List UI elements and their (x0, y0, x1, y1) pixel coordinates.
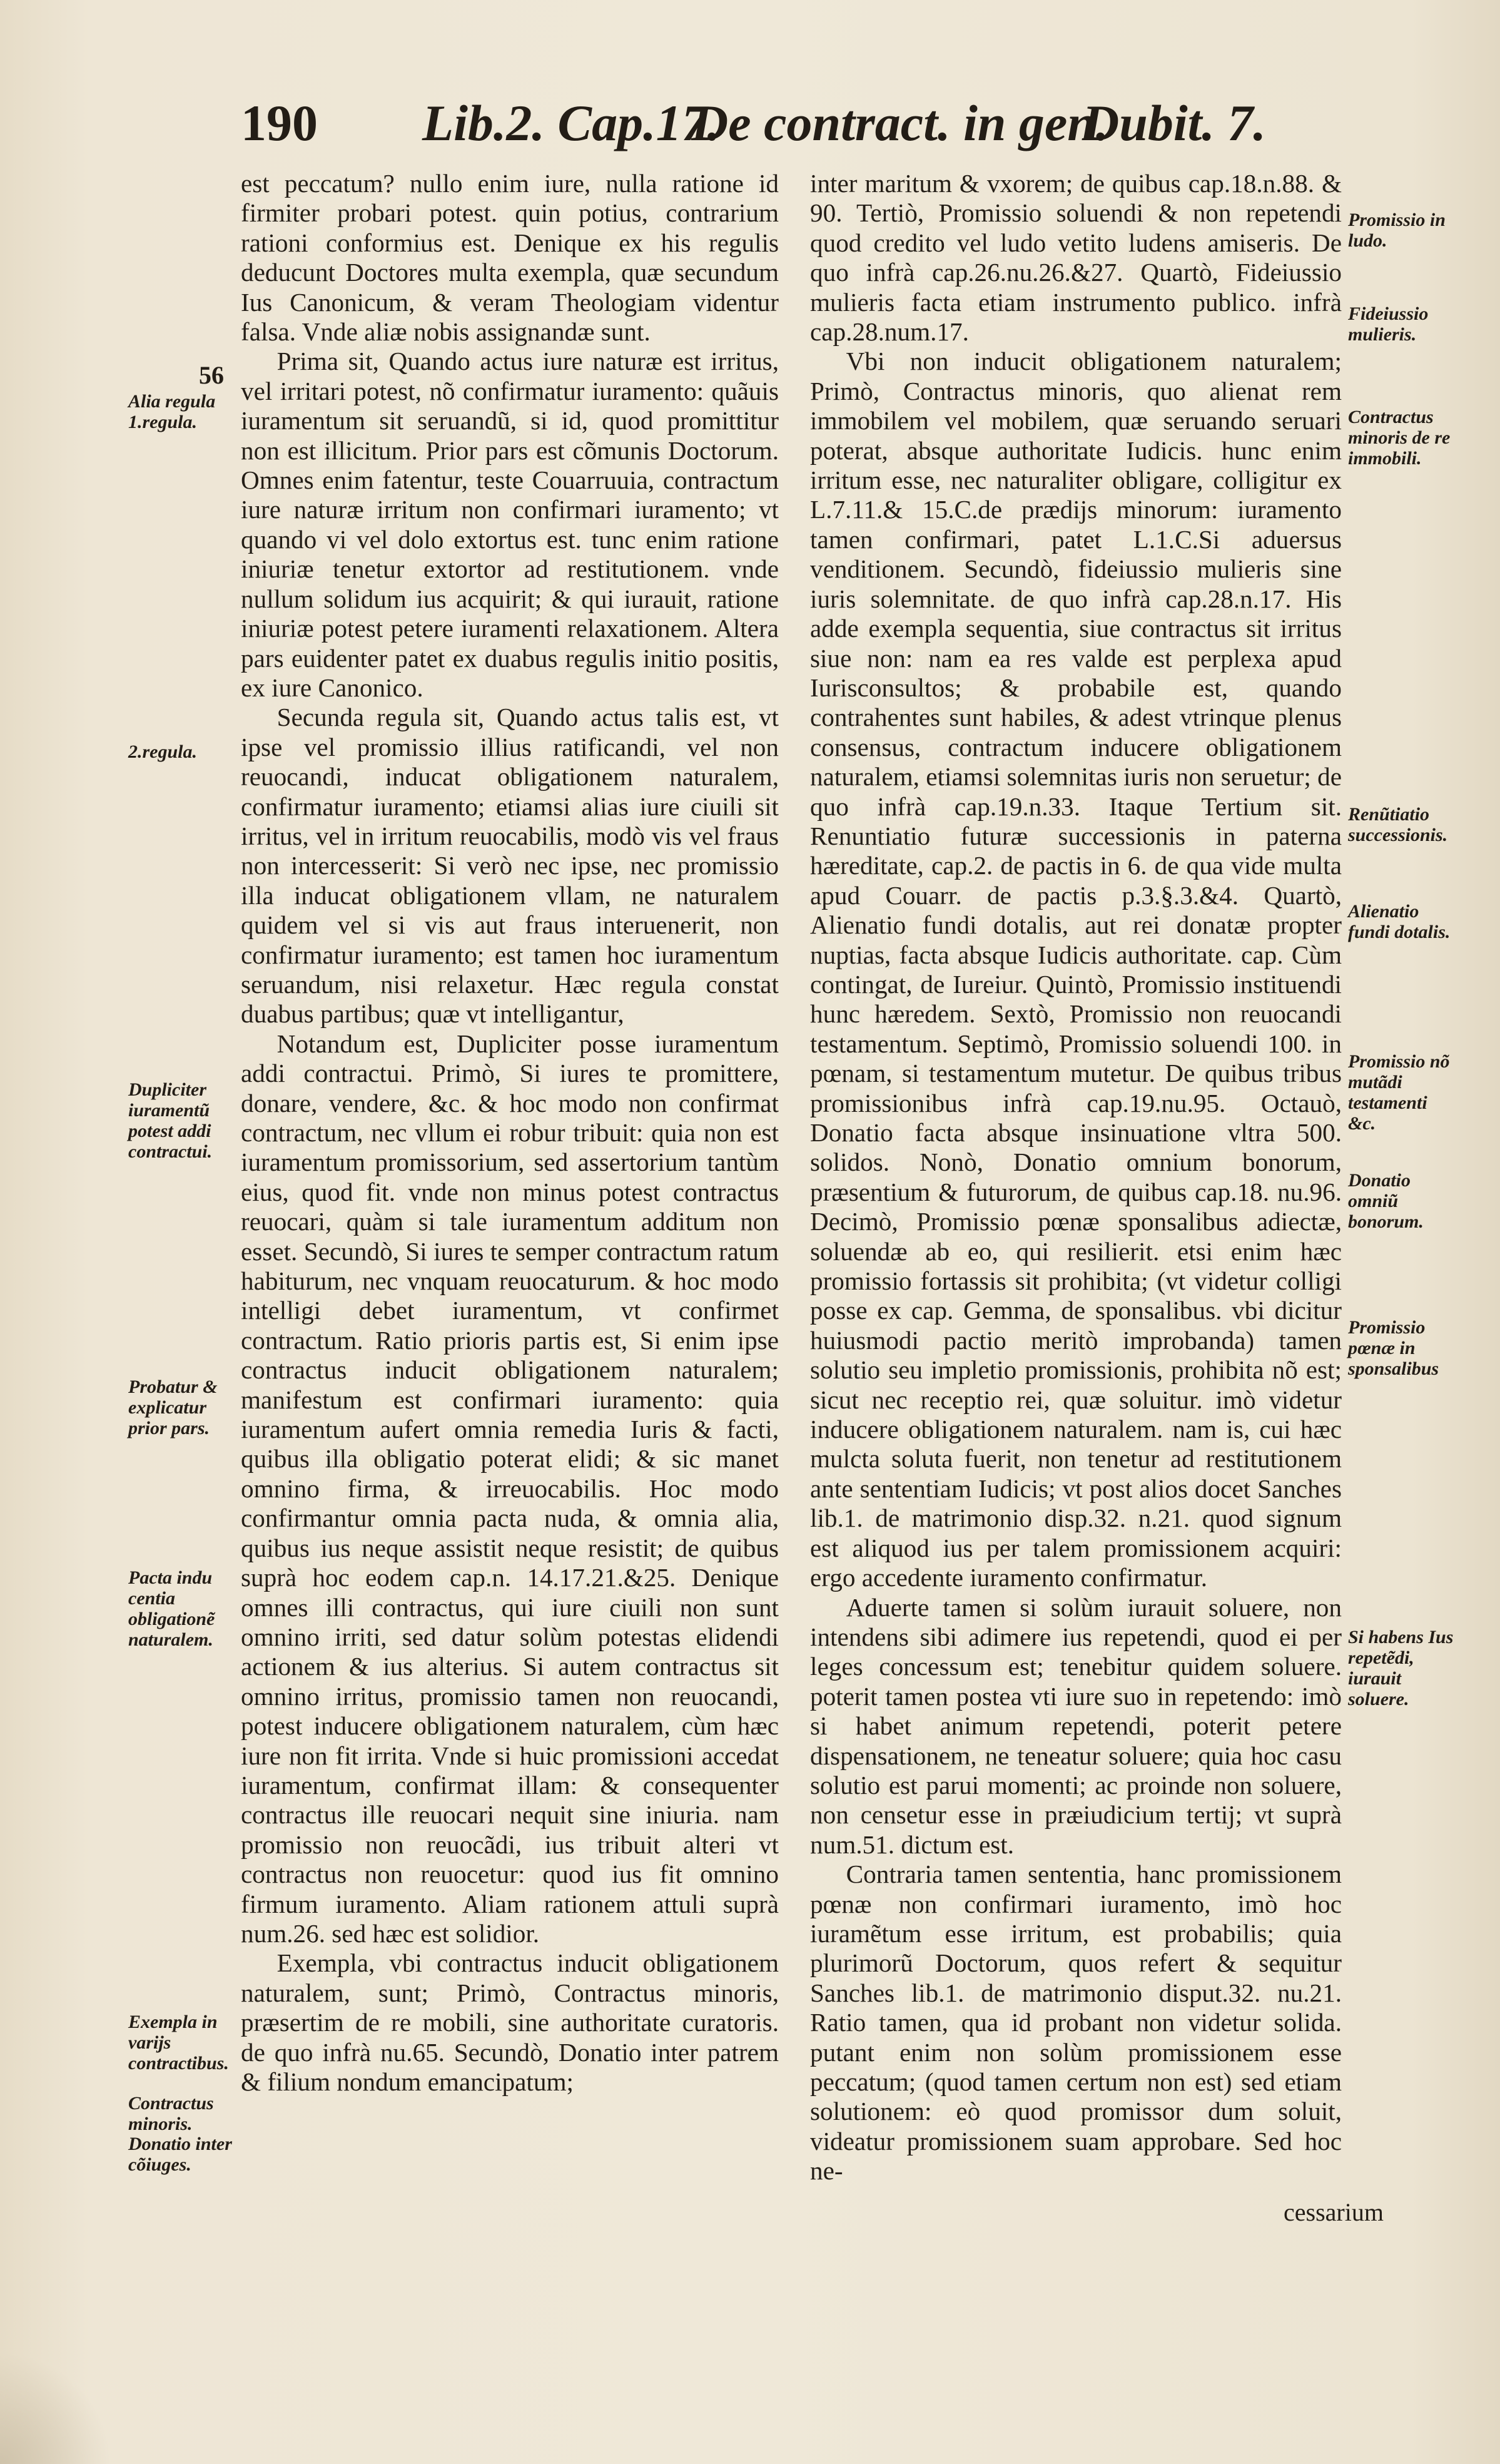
section-number: 56 (199, 361, 224, 389)
header-title: De contract. in gen. (691, 94, 1109, 151)
margin-note: Donatio omniũ bonorum. (1348, 1170, 1424, 1232)
paragraph: Vbi non inducit obligationem naturalem; Primò, Contractus minoris, quo alienat rem immobilem vel mobilem, quæ seruando seruari poterat, absque authoritate Iudicis. hunc enim irritum esse, nec naturaliter obligare, colligitur ex L.7.11.& 15.C.de prædijs minorum: iuramento tamen confirmari, patet L.1.C.Si aduersus venditionem. Secundò, fideiussio mulieris sine iuris solemnitate. de quo infrà cap.28.n.17. His adde exempla sequentia, siue contractus sit irritus siue non: nam ea res valde est perplexa apud Iurisconsultos; & probabile est, quando contrahentes sunt habiles, & adest vtrinque plenus consensus, contractum inducere obligationem naturalem, etiamsi solemnitas iuris non seruetur; de quo infrà cap.19.n.33. Itaque Tertium sit. Renuntiatio futuræ successionis in paterna hæreditate, cap.2. de pactis in 6. de qua vide multa apud Couarr. de pactis p.3.§.3.&4. Quartò, Alienatio fundi dotalis, aut rei donatæ propter nuptias, facta absque Iudicis authoritate. cap. Cùm contingat, de Iureiur. Quintò, Promissio instituendi hunc hæredem. Sextò, Promissio non reuocandi testamentum. Septimò, Promissio soluendi 100. in pœnam, si testamentum mutetur. De quibus tribus promissionibus infrà cap.19.nu.95. Octauò, Donatio facta absque insinuatione vltra 500. solidos. Nonò, Donatio omnium bonorum, præsentium & futurorum, de quibus cap.18. nu.96. Decimò, Promissio pœnæ sponsalibus adiectæ, soluendæ ab eo, qui resilierit. etsi enim hæc promissio fortassis sit prohibita; (vt videtur colligi posse ex cap. Gemma, de sponsalibus. vbi dicitur huiusmodi pactio meritò improbanda) tamen solutio seu impletio promissionis, prohibita nõ est; sicut nec receptio rei, quæ soluitur. imò videtur inducere obligationem naturalem. nam is, cui hæc mulcta soluta fuerit, non tenetur ad restitutionem ante sententiam Iudicis; vt post alios docet Sanches lib.1. de matrimonio disp.32. n.21. quod signum est aliquod ius per talem promissionem acquiri: ergo accedente iuramento confirmatur. (810, 347, 1342, 1592)
paragraph: est peccatum? nullo enim iure, nulla ratione id firmiter probari potest. quin potius, contrarium rationi conformius est. Denique ex his regulis deducunt Doctores multa exempla, quæ secundum Ius Canonicum, & veram Theologiam videntur falsa. Vnde aliæ nobis assignandæ sunt. (241, 169, 779, 347)
left-text-column (241, 169, 779, 2097)
margin-note: Fideiussio mulieris. (1348, 303, 1429, 345)
paragraph: Secunda regula sit, Quando actus talis est, vt ipse vel promissio illius ratificandi, vel non reuocandi, inducat obligationem naturalem, confirmatur iuramento; etiamsi alias iure ciuili sit irritus, vel in irritum reuocabilis, modò vis vel fraus non intercesserit: Si verò nec ipse, nec promissio illa inducat obligationem vllam, ne naturalem quidem vel si vis aut fraus interuenerit, non confirmatur iuramento; est tamen hoc iuramentum seruandum, nisi relaxetur. Hæc regula constat duabus partibus; quæ vt intelligantur, (241, 703, 779, 1029)
margin-note: Promissio in ludo. (1348, 210, 1446, 251)
catchword: cessarium (1284, 2198, 1384, 2226)
margin-note: Pacta indu centia obligationẽ naturalem. (128, 1567, 215, 1650)
paragraph: inter maritum & vxorem; de quibus cap.18.n.88. & 90. Tertiò, Promissio soluendi & non repetendi quod credito vel ludo vetito ludens amiseris. De quo infrà cap.26.nu.26.&27. Quartò, Fideiussio mulieris facta etiam instrumento publico. infrà cap.28.num.17. (810, 169, 1342, 347)
margin-note: Alia regula 1.regula. (128, 391, 216, 432)
margin-note: Contractus minoris de re immobili. (1348, 407, 1451, 469)
margin-note: Dupliciter iuramentũ potest addi contractui. (128, 1079, 213, 1162)
margin-note: Alienatio fundi dotalis. (1348, 901, 1451, 942)
paragraph: Contraria tamen sententia, hanc promissionem pœnæ non confirmari iuramento, imò hoc iuramẽtum esse irritum, est probabilis; quia plurimorũ Doctorum, quos refert & sequitur Sanches lib.1. de matrimonio disput.32. nu.21. Ratio tamen, qua id probant non videtur solida. putant enim non solùm promissionem esse peccatum; (quod tamen certum non est) sed etiam solutionem: eò quod promissor dum soluit, videatur promissionem suam approbare. Sed hoc ne- (810, 1860, 1342, 2186)
margin-note: Promissio pœnæ in sponsalibus (1348, 1317, 1439, 1379)
margin-note: Contractus minoris. (128, 2093, 214, 2134)
running-header (241, 94, 1267, 163)
header-dubit: Dubit. 7. (1082, 94, 1266, 151)
margin-note: Probatur & explicatur prior pars. (128, 1377, 218, 1438)
paragraph: Prima sit, Quando actus iure naturæ est irritus, vel irritari potest, nõ confirmatur iuramento: quãuis iuramentum sit seruandũ, si id, quod promittitur non est illicitum. Prior pars est cõmunis Doctorum. Omnes enim fatentur, teste Couarruuia, contractum iure naturæ irritum non confirmari iuramento; vt quando vi vel dolo extortus est. tunc enim ratione iniuriæ tenetur extortor ad restitutionem. vnde nullum solidum ius acquirit; & qui iurauit, ratione iniuriæ potest petere iuramenti relaxationem. Altera pars euidenter patet ex duabus regulis initio positis, ex iure Canonico. (241, 347, 779, 702)
margin-note: Exempla in varijs contractibus. (128, 2012, 229, 2074)
paragraph: Exempla, vbi contractus inducit obligationem naturalem, sunt; Primò, Contractus minoris, præsertim de re mobili, sine authoritate curatoris. de quo infrà nu.65. Secundò, Donatio inter patrem & filium nondum emancipatum; (241, 1948, 779, 2096)
page-stain (0, 2353, 113, 2464)
paragraph: Aduerte tamen si solùm iurauit soluere, non intendens sibi adimere ius repetendi, quod ei per leges concessum est; tenebitur quidem soluere. poterit tamen postea vti iure suo in repetendo: imò si habet animum repetendi, poterit petere dispensationem, ne teneatur soluere; quia hoc casu solutio est parui momenti; ac proinde non soluere, non censetur esse in præiudicium tertij; vt suprà num.51. dictum est. (810, 1592, 1342, 1859)
paragraph: Notandum est, Dupliciter posse iuramentum addi contractui. Primò, Si iures te promittere, donare, vendere, &c. & hoc modo non confirmat contractum, nec vllum ei robur tribuit: quia non est iuramentum promissorium, sed assertorium tantùm eius, quod fit. vnde non minus potest contractus reuocari, quàm si tale iuramentum additum non esset. Secundò, Si iures te semper contractum ratum habiturum, nec vnquam reuocaturum. & hoc modo intelligi debet iuramentum, vt confirmet contractum. Ratio prioris partis est, Si enim ipse contractus inducit obligationem naturalem; manifestum est confirmari iuramento: quia iuramentum aufert omnia remedia Iuris & facti, quibus illa obligatio poterat elidi; & sic manet omnino firma, & irreuocabilis. Hoc modo confirmantur omnia pacta nuda, & omnia alia, quibus ius neque assistit neque resistit; de quibus suprà hoc eodem cap.n. 14.17.21.&25. Denique omnes illi contractus, qui iure ciuili non sunt omnino irriti, sed datur solùm potestas elidendi actionem & ius alterius. Si autem contractus sit omnino irritus, promissio tamen non reuocandi, potest inducere obligationem naturalem, cùm hæc iure non fit irrita. Vnde si huic promissioni accedat iuramentum, confirmat illam: & consequenter contractus ille reuocari nequit sine iniuria. nam promissio non reuocãdi, ius tribuit alteri vt contractus non reuocetur: quod ius fit omnino firmum iuramento. Aliam rationem attuli suprà num.26. sed hæc est solidior. (241, 1029, 779, 1948)
margin-note: Si habens Ius repetẽdi, iurauit soluere. (1348, 1627, 1454, 1709)
margin-note: Donatio inter cõiuges. (128, 2134, 232, 2175)
margin-note: Renũtiatio successionis. (1348, 804, 1448, 845)
page-number: 190 (241, 94, 318, 151)
margin-note: Promissio nõ mutãdi testamenti &c. (1348, 1051, 1450, 1134)
right-text-column (810, 169, 1342, 2186)
margin-note: 2.regula. (128, 741, 198, 762)
header-book-chapter: Lib.2. Cap.17. (422, 94, 721, 151)
